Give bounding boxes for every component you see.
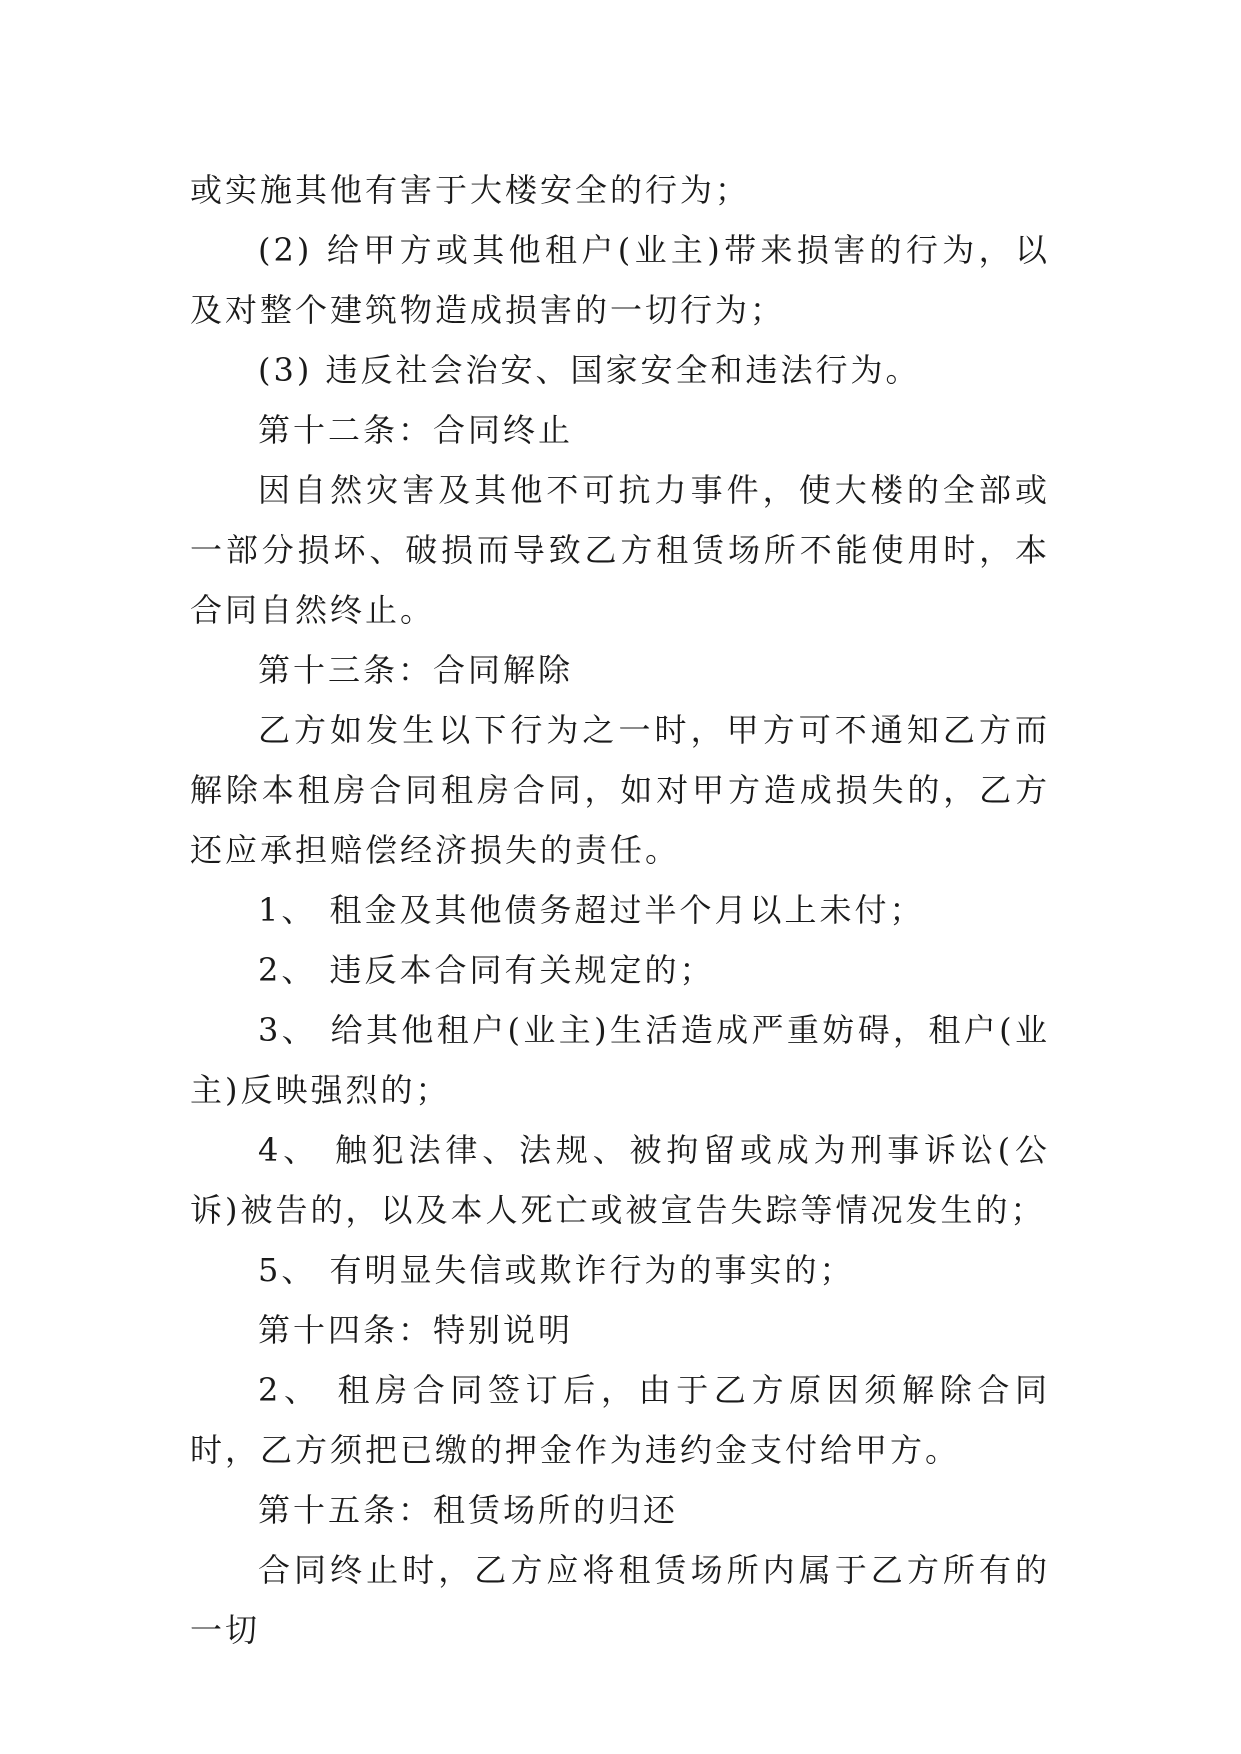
list-item: 3、 给其他租户(业主)生活造成严重妨碍，租户(业主)反映强烈的； bbox=[190, 1011, 1050, 1109]
document-body bbox=[190, 160, 1050, 1660]
list-item: 5、 有明显失信或欺诈行为的事实的； bbox=[258, 1251, 855, 1289]
list-item: 4、 触犯法律、法规、被拘留或成为刑事诉讼(公诉)被告的，以及本人死亡或被宣告失踪等情况发生的； bbox=[190, 1131, 1050, 1229]
paragraph: (3) 违反社会治安、国家安全和违法行为。 bbox=[258, 351, 921, 389]
section-heading: 第十二条：合同终止 bbox=[258, 411, 574, 449]
list-item: 2、 违反本合同有关规定的； bbox=[258, 951, 715, 989]
section-heading: 第十四条：特别说明 bbox=[258, 1311, 574, 1349]
paragraph: 或实施其他有害于大楼安全的行为； bbox=[190, 171, 751, 209]
paragraph: 乙方如发生以下行为之一时，甲方可不通知乙方而解除本租房合同租房合同，如对甲方造成损失的，乙方还应承担赔偿经济损失的责任。 bbox=[190, 711, 1050, 869]
list-item: 1、 租金及其他债务超过半个月以上未付； bbox=[258, 891, 925, 929]
paragraph: 合同终止时，乙方应将租赁场所内属于乙方所有的一切 bbox=[190, 1551, 1050, 1649]
paragraph: (2) 给甲方或其他租户(业主)带来损害的行为，以及对整个建筑物造成损害的一切行为； bbox=[190, 231, 1050, 329]
paragraph: 因自然灾害及其他不可抗力事件，使大楼的全部或一部分损坏、破损而导致乙方租赁场所不能使用时，本合同自然终止。 bbox=[190, 471, 1050, 629]
section-heading: 第十五条：租赁场所的归还 bbox=[258, 1491, 679, 1529]
list-item: 2、 租房合同签订后，由于乙方原因须解除合同时，乙方须把已缴的押金作为违约金支付给甲方。 bbox=[190, 1371, 1050, 1469]
section-heading: 第十三条：合同解除 bbox=[258, 651, 574, 689]
